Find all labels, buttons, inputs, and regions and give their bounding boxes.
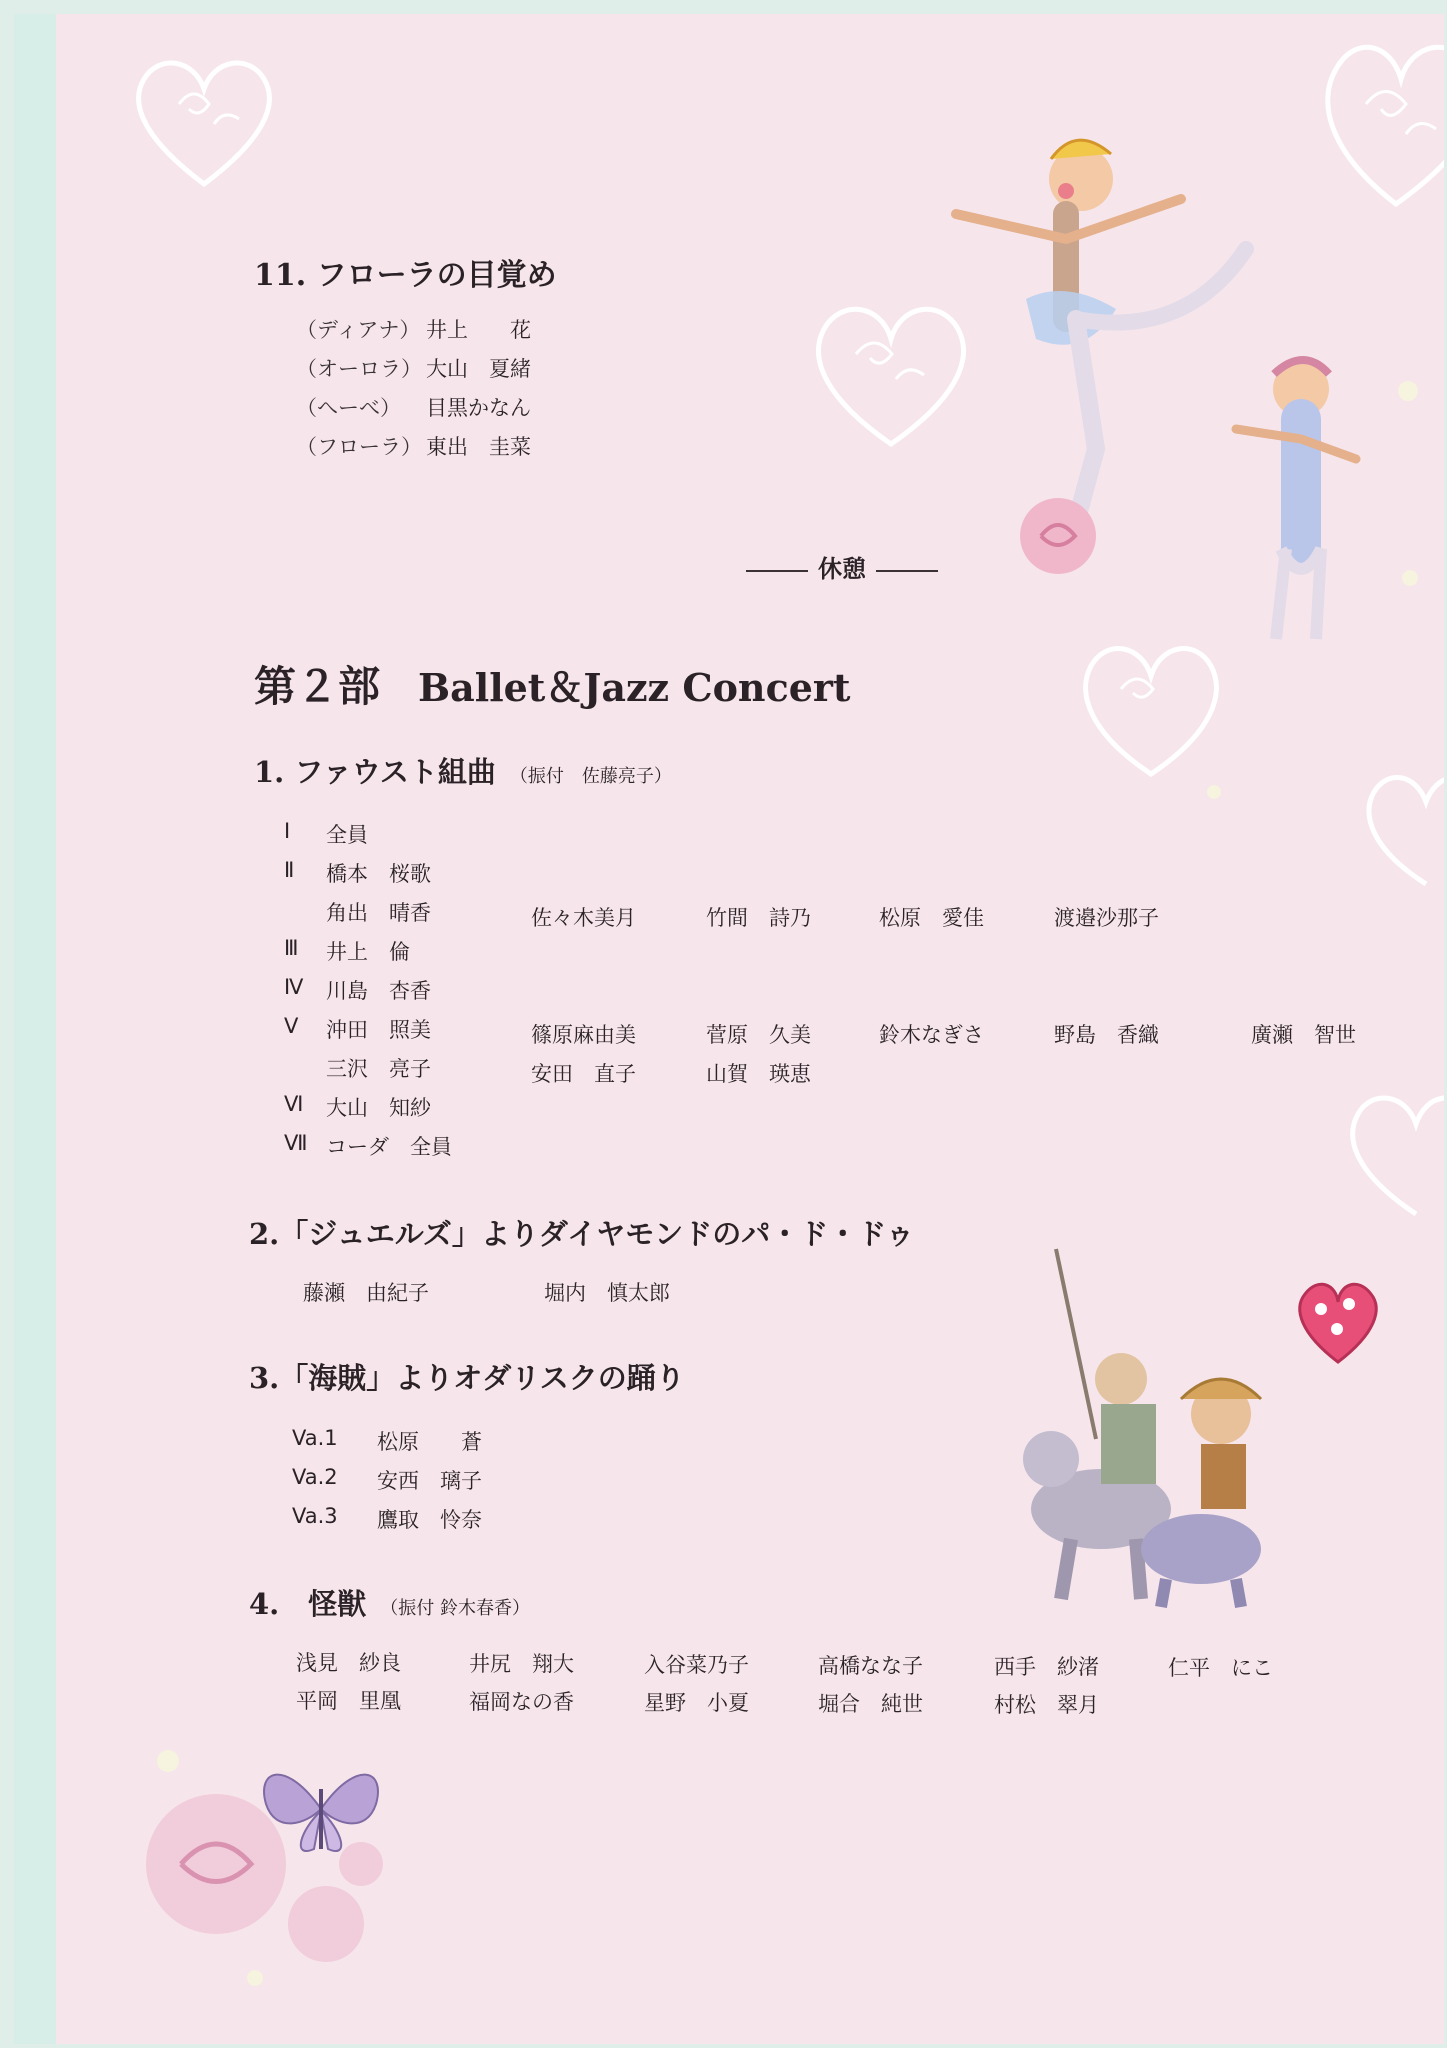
section-title-jewels: 2.「ジュエルズ」よりダイヤモンドのパ・ド・ドゥ <box>249 1217 915 1251</box>
part-label: 第２部 <box>254 662 381 711</box>
movement-numeral: Ⅱ <box>284 858 295 882</box>
cast-name: 篠原麻由美 <box>531 1023 636 1047</box>
heart-outline-icon <box>1336 1074 1444 1224</box>
role-label: （フローラ） <box>296 435 422 459</box>
part-heading <box>254 654 850 714</box>
cast-name: 西手 紗渚 <box>994 1655 1099 1679</box>
cast-name: 沖田 照美 <box>326 1018 431 1042</box>
cast-name: 三沢 亮子 <box>326 1057 431 1081</box>
cast-name: 野島 香織 <box>1054 1023 1159 1047</box>
intermission-heading <box>736 549 948 584</box>
cast-name: 川島 杏香 <box>326 979 431 1003</box>
cast-name: 浅見 紗良 <box>296 1651 401 1675</box>
cast-name: 角出 晴香 <box>326 901 431 925</box>
section-title-flora: 11. フローラの目覚め <box>254 258 557 293</box>
role-label: （へーべ） <box>296 396 401 420</box>
movement-numeral: Ⅵ <box>284 1092 304 1116</box>
cast-name: 入谷菜乃子 <box>644 1653 749 1677</box>
cast-name: 東出 圭菜 <box>426 435 531 459</box>
cast-name: 竹間 詩乃 <box>706 906 811 930</box>
cast-name: 目黒かなん <box>426 396 531 420</box>
section-title-faust <box>254 750 672 791</box>
movement-numeral: Ⅴ <box>284 1014 299 1038</box>
cast-name: 福岡なの香 <box>469 1690 574 1714</box>
cast-name: 藤瀬 由紀子 <box>303 1281 429 1305</box>
pearl-icon <box>156 1749 180 1773</box>
cast-name: 井上 花 <box>426 318 531 342</box>
part-subtitle: Ballet＆Jazz Concert <box>418 665 851 710</box>
cast-name: 廣瀬 智世 <box>1251 1023 1356 1047</box>
cast-name: 井尻 翔大 <box>469 1652 574 1676</box>
cast-name: 全員 <box>326 823 368 847</box>
pearl-icon <box>1396 379 1420 403</box>
choreographer-note: （振付 鈴木春香） <box>380 1598 531 1619</box>
movement-numeral: Ⅲ <box>284 936 299 960</box>
heart-outline-icon <box>1356 754 1444 894</box>
heart-outline-icon <box>124 44 284 194</box>
intermission-label: 休憩 <box>818 554 866 583</box>
cast-name: 鈴木なぎさ <box>879 1023 984 1047</box>
cast-name: 安田 直子 <box>531 1062 636 1086</box>
cast-name: 佐々木美月 <box>531 906 636 930</box>
pearl-icon <box>1206 784 1222 800</box>
cast-name: 松原 愛佳 <box>879 906 984 930</box>
pearl-icon <box>246 1969 264 1987</box>
cast-name: 渡邉沙那子 <box>1054 906 1159 930</box>
section-title-corsaire: 3.「海賊」よりオダリスクの踊り <box>249 1361 685 1395</box>
cast-name: 村松 翠月 <box>994 1693 1099 1717</box>
variation-label: Va.3 <box>292 1504 338 1528</box>
cast-name: コーダ 全員 <box>326 1135 452 1159</box>
rose-icon <box>1011 494 1106 579</box>
cast-name: 橋本 桜歌 <box>326 862 431 886</box>
section-title-text: 4. 怪獣 <box>249 1587 367 1621</box>
cast-name: 山賀 瑛恵 <box>706 1062 811 1086</box>
cast-name: 井上 倫 <box>326 940 410 964</box>
movement-numeral: Ⅰ <box>284 819 291 843</box>
movement-numeral: Ⅶ <box>284 1131 308 1155</box>
cast-name: 高橋なな子 <box>818 1654 923 1678</box>
cast-name: 安西 璃子 <box>377 1469 482 1493</box>
cast-name: 堀合 純世 <box>818 1692 923 1716</box>
section-title-text: 1. ファウスト組曲 <box>254 755 496 789</box>
cast-name: 平岡 里凰 <box>296 1689 401 1713</box>
variation-label: Va.2 <box>292 1465 338 1489</box>
cast-name: 大山 知紗 <box>326 1096 431 1120</box>
cast-name: 堀内 慎太郎 <box>544 1281 670 1305</box>
cast-name: 星野 小夏 <box>644 1691 749 1715</box>
role-label: （オーロラ） <box>296 357 422 381</box>
divider-line <box>876 570 938 572</box>
role-label: （ディアナ） <box>296 318 421 342</box>
variation-label: Va.1 <box>292 1426 338 1450</box>
butterfly-icon <box>246 1749 396 1869</box>
pearl-icon <box>1401 569 1419 587</box>
polka-heart-icon <box>1291 1274 1386 1369</box>
section-title-kaiju <box>249 1582 530 1623</box>
ballerina-illustration <box>916 119 1406 759</box>
cast-name: 松原 蒼 <box>377 1430 482 1454</box>
cast-name: 大山 夏緒 <box>426 357 531 381</box>
cast-name: 菅原 久美 <box>706 1023 811 1047</box>
cast-name: 鷹取 怜奈 <box>377 1508 482 1532</box>
program-page <box>14 14 1444 2044</box>
cast-name: 仁平 にこ <box>1168 1656 1273 1680</box>
choreographer-note: （振付 佐藤亮子） <box>509 766 672 787</box>
movement-numeral: Ⅳ <box>284 975 304 999</box>
divider-line <box>746 570 808 572</box>
